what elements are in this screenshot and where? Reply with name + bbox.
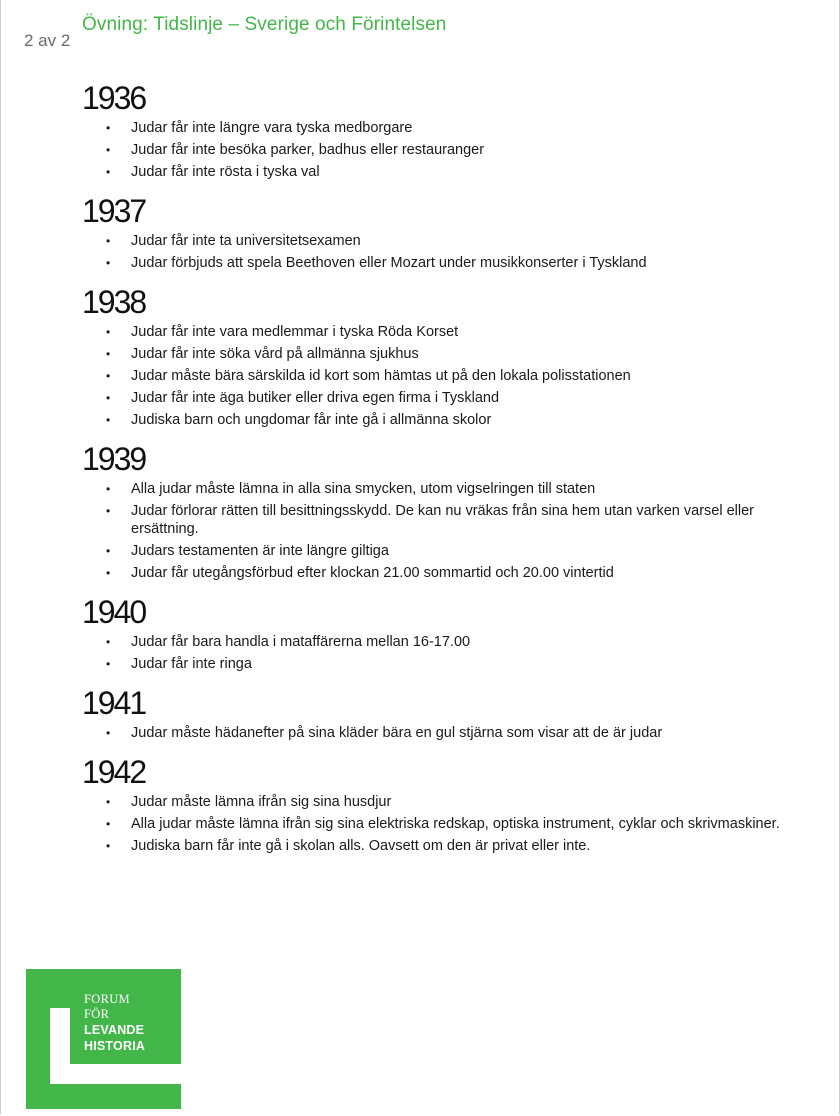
logo-text-line2: FÖR — [84, 1007, 110, 1021]
list-item: • Judar måste hädanefter på sina kläder bära en gul stjärna som visar att de är judar — [131, 724, 782, 742]
list-item: • Judar får inte söka vård på allmänna sjukhus — [131, 345, 782, 363]
forum-for-levande-historia-logo — [26, 969, 181, 1109]
list-item: • Judar måste bära särskilda id kort som hämtas ut på den lokala polisstationen — [131, 367, 782, 385]
list-item: • Judar får inte rösta i tyska val — [131, 163, 782, 181]
event-list — [82, 323, 782, 429]
logo-text-line4: HISTORIA — [84, 1039, 146, 1053]
list-item: • Judar får utegångsförbud efter klockan 21.00 sommartid och 20.00 vintertid — [131, 564, 782, 582]
event-list — [82, 724, 782, 742]
list-item: • Judar förlorar rätten till besittningsskydd. De kan nu vräkas från sina hem utan varken varsel eller ersättning. — [131, 502, 782, 538]
event-list — [82, 119, 782, 181]
list-item: • Judar får inte äga butiker eller driva egen firma i Tyskland — [131, 389, 782, 407]
list-item: • Judar får bara handla i mataffärerna mellan 16-17.00 — [131, 633, 782, 651]
list-item: • Judiska barn och ungdomar får inte gå i allmänna skolor — [131, 411, 782, 429]
year-heading: 1937 — [82, 193, 146, 229]
event-list — [82, 480, 782, 582]
year-section — [82, 592, 782, 673]
year-heading: 1942 — [82, 754, 146, 790]
list-item: • Judar får inte ringa — [131, 655, 782, 673]
year-heading: 1939 — [82, 441, 146, 477]
year-heading: 1941 — [82, 685, 146, 721]
list-item: • Judar får inte ta universitetsexamen — [131, 232, 782, 250]
list-item: • Judar förbjuds att spela Beethoven eller Mozart under musikkonserter i Tyskland — [131, 254, 782, 272]
logo-l-shape-horizontal — [50, 1064, 181, 1084]
logo-text-line3: LEVANDE — [84, 1023, 145, 1037]
event-list — [82, 633, 782, 673]
list-item: • Judiska barn får inte gå i skolan alls. Oavsett om den är privat eller inte. — [131, 837, 782, 855]
year-section — [82, 439, 782, 582]
year-section — [82, 752, 782, 855]
year-heading: 1938 — [82, 284, 146, 320]
list-item: • Alla judar måste lämna in alla sina smycken, utom vigselringen till staten — [131, 480, 782, 498]
document-title: Övning: Tidslinje – Sverige och Förintelsen — [82, 14, 447, 35]
event-list — [82, 793, 782, 855]
year-section — [82, 282, 782, 429]
list-item: • Judars testamenten är inte längre giltiga — [131, 542, 782, 560]
event-list — [82, 232, 782, 272]
year-section — [82, 78, 782, 181]
list-item: • Judar får inte längre vara tyska medborgare — [131, 119, 782, 137]
list-item: • Alla judar måste lämna ifrån sig sina elektriska redskap, optiska instrument, cyklar och skrivmaskiner. — [131, 815, 782, 833]
list-item: • Judar får inte vara medlemmar i tyska Röda Korset — [131, 323, 782, 341]
year-section — [82, 683, 782, 742]
timeline — [82, 78, 782, 865]
year-section — [82, 191, 782, 272]
page-indicator: 2 av 2 — [14, 24, 80, 58]
year-heading: 1936 — [82, 80, 146, 116]
year-heading: 1940 — [82, 594, 146, 630]
logo-text-line1: FORUM — [84, 992, 130, 1006]
list-item: • Judar får inte besöka parker, badhus eller restauranger — [131, 141, 782, 159]
list-item: • Judar måste lämna ifrån sig sina husdjur — [131, 793, 782, 811]
